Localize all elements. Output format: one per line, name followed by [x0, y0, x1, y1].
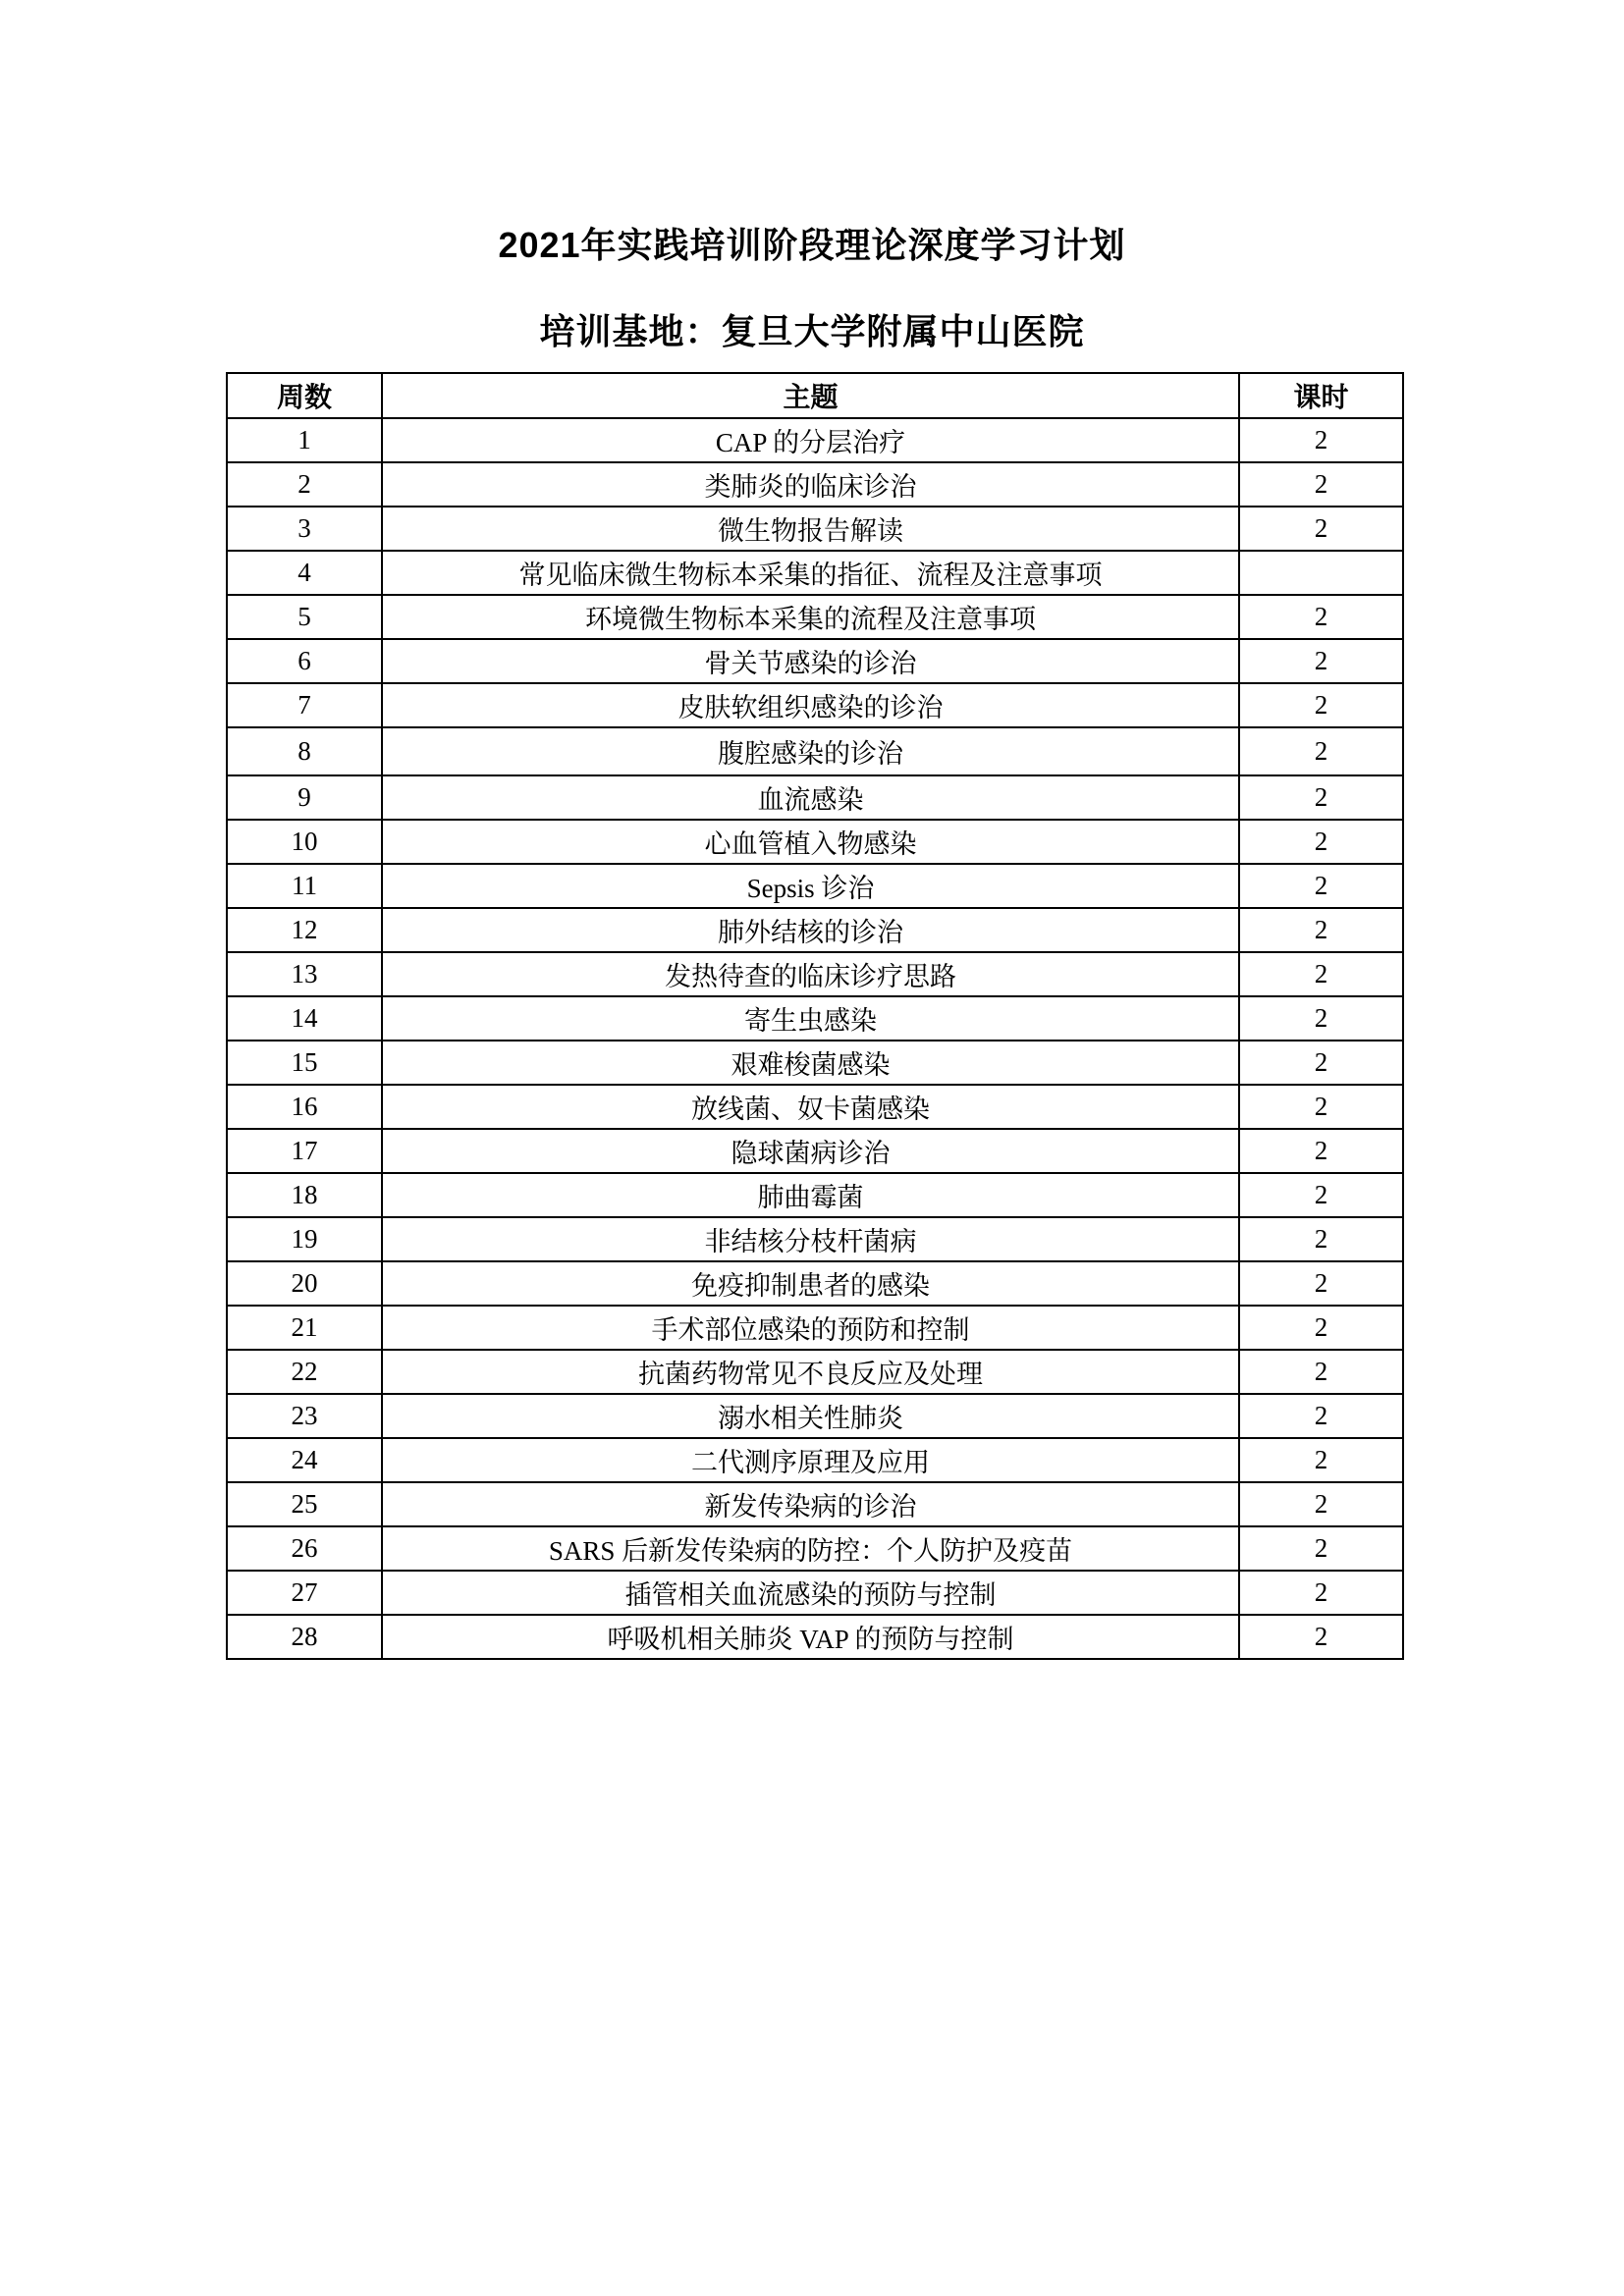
week-cell: 13	[227, 952, 382, 996]
topic-cell: 寄生虫感染	[382, 996, 1239, 1041]
header-week: 周数	[227, 373, 382, 418]
topic-cell: 隐球菌病诊治	[382, 1129, 1239, 1173]
hours-cell: 2	[1239, 1350, 1403, 1394]
topic-cell: 肺曲霉菌	[382, 1173, 1239, 1217]
week-cell: 1	[227, 418, 382, 462]
week-cell: 2	[227, 462, 382, 507]
hours-cell: 2	[1239, 683, 1403, 727]
table-row	[227, 595, 1403, 639]
topic-cell: 类肺炎的临床诊治	[382, 462, 1239, 507]
hours-cell: 2	[1239, 595, 1403, 639]
week-cell: 12	[227, 908, 382, 952]
table-row	[227, 1261, 1403, 1306]
week-cell: 16	[227, 1085, 382, 1129]
topic-cell: SARS 后新发传染病的防控：个人防护及疫苗	[382, 1526, 1239, 1571]
hours-cell: 2	[1239, 462, 1403, 507]
table-row	[227, 551, 1403, 595]
table-row	[227, 952, 1403, 996]
week-cell: 17	[227, 1129, 382, 1173]
topic-cell: 抗菌药物常见不良反应及处理	[382, 1350, 1239, 1394]
document-subtitle: 培训基地：复旦大学附属中山医院	[539, 311, 1085, 351]
table-row	[227, 1394, 1403, 1438]
hours-cell: 2	[1239, 1085, 1403, 1129]
header-topic: 主题	[382, 373, 1239, 418]
hours-cell: 2	[1239, 1394, 1403, 1438]
hours-cell: 2	[1239, 507, 1403, 551]
topic-cell: 非结核分枝杆菌病	[382, 1217, 1239, 1261]
week-cell: 18	[227, 1173, 382, 1217]
topic-cell: 手术部位感染的预防和控制	[382, 1306, 1239, 1350]
hours-cell: 2	[1239, 639, 1403, 683]
topic-cell: 发热待查的临床诊疗思路	[382, 952, 1239, 996]
hours-cell: 2	[1239, 1571, 1403, 1615]
week-cell: 23	[227, 1394, 382, 1438]
table-row	[227, 1217, 1403, 1261]
table-row	[227, 1173, 1403, 1217]
table-row	[227, 507, 1403, 551]
week-cell: 24	[227, 1438, 382, 1482]
topic-cell: 呼吸机相关肺炎 VAP 的预防与控制	[382, 1615, 1239, 1659]
week-cell: 3	[227, 507, 382, 551]
topic-cell: 血流感染	[382, 775, 1239, 820]
document-title: 2021年实践培训阶段理论深度学习计划	[498, 225, 1126, 265]
table-row	[227, 1438, 1403, 1482]
week-cell: 22	[227, 1350, 382, 1394]
table-row	[227, 1526, 1403, 1571]
week-cell: 14	[227, 996, 382, 1041]
week-cell: 25	[227, 1482, 382, 1526]
week-cell: 10	[227, 820, 382, 864]
topic-cell: 放线菌、奴卡菌感染	[382, 1085, 1239, 1129]
table-row	[227, 996, 1403, 1041]
study-plan-table	[226, 372, 1404, 1660]
table-row	[227, 1085, 1403, 1129]
week-cell: 19	[227, 1217, 382, 1261]
topic-cell: 二代测序原理及应用	[382, 1438, 1239, 1482]
topic-cell: 微生物报告解读	[382, 507, 1239, 551]
table-row	[227, 1129, 1403, 1173]
table-row	[227, 462, 1403, 507]
week-cell: 28	[227, 1615, 382, 1659]
hours-cell: 2	[1239, 727, 1403, 775]
hours-cell: 2	[1239, 1482, 1403, 1526]
week-cell: 26	[227, 1526, 382, 1571]
week-cell: 21	[227, 1306, 382, 1350]
topic-cell: 环境微生物标本采集的流程及注意事项	[382, 595, 1239, 639]
week-cell: 9	[227, 775, 382, 820]
topic-cell: 心血管植入物感染	[382, 820, 1239, 864]
hours-cell: 2	[1239, 996, 1403, 1041]
week-cell: 6	[227, 639, 382, 683]
header-hours: 课时	[1239, 373, 1403, 418]
table-header-row	[227, 373, 1403, 418]
hours-cell: 2	[1239, 1615, 1403, 1659]
table-row	[227, 820, 1403, 864]
table-row	[227, 683, 1403, 727]
topic-cell: 新发传染病的诊治	[382, 1482, 1239, 1526]
hours-cell: 2	[1239, 864, 1403, 908]
table-row	[227, 1041, 1403, 1085]
topic-cell: 常见临床微生物标本采集的指征、流程及注意事项	[382, 551, 1239, 595]
topic-cell: CAP 的分层治疗	[382, 418, 1239, 462]
topic-cell: 肺外结核的诊治	[382, 908, 1239, 952]
topic-cell: 免疫抑制患者的感染	[382, 1261, 1239, 1306]
table-row	[227, 1350, 1403, 1394]
topic-cell: 艰难梭菌感染	[382, 1041, 1239, 1085]
hours-cell: 2	[1239, 820, 1403, 864]
hours-cell: 2	[1239, 1217, 1403, 1261]
topic-cell: 插管相关血流感染的预防与控制	[382, 1571, 1239, 1615]
hours-cell: 2	[1239, 418, 1403, 462]
table-row	[227, 1571, 1403, 1615]
table-row	[227, 908, 1403, 952]
table-row	[227, 418, 1403, 462]
table-row	[227, 775, 1403, 820]
topic-cell: 皮肤软组织感染的诊治	[382, 683, 1239, 727]
hours-cell: 2	[1239, 1129, 1403, 1173]
table-row	[227, 1482, 1403, 1526]
topic-cell: Sepsis 诊治	[382, 864, 1239, 908]
hours-cell: 2	[1239, 1526, 1403, 1571]
table-row	[227, 864, 1403, 908]
topic-cell: 溺水相关性肺炎	[382, 1394, 1239, 1438]
table-row	[227, 727, 1403, 775]
week-cell: 11	[227, 864, 382, 908]
hours-cell: 2	[1239, 1438, 1403, 1482]
topic-cell: 腹腔感染的诊治	[382, 727, 1239, 775]
table-row	[227, 1615, 1403, 1659]
hours-cell: 2	[1239, 1041, 1403, 1085]
week-cell: 8	[227, 727, 382, 775]
week-cell: 27	[227, 1571, 382, 1615]
week-cell: 20	[227, 1261, 382, 1306]
hours-cell: 2	[1239, 952, 1403, 996]
topic-cell: 骨关节感染的诊治	[382, 639, 1239, 683]
hours-cell: 2	[1239, 1306, 1403, 1350]
hours-cell: 2	[1239, 1173, 1403, 1217]
week-cell: 7	[227, 683, 382, 727]
hours-cell	[1239, 551, 1403, 595]
week-cell: 4	[227, 551, 382, 595]
hours-cell: 2	[1239, 1261, 1403, 1306]
hours-cell: 2	[1239, 908, 1403, 952]
week-cell: 5	[227, 595, 382, 639]
hours-cell: 2	[1239, 775, 1403, 820]
week-cell: 15	[227, 1041, 382, 1085]
table-row	[227, 639, 1403, 683]
table-row	[227, 1306, 1403, 1350]
